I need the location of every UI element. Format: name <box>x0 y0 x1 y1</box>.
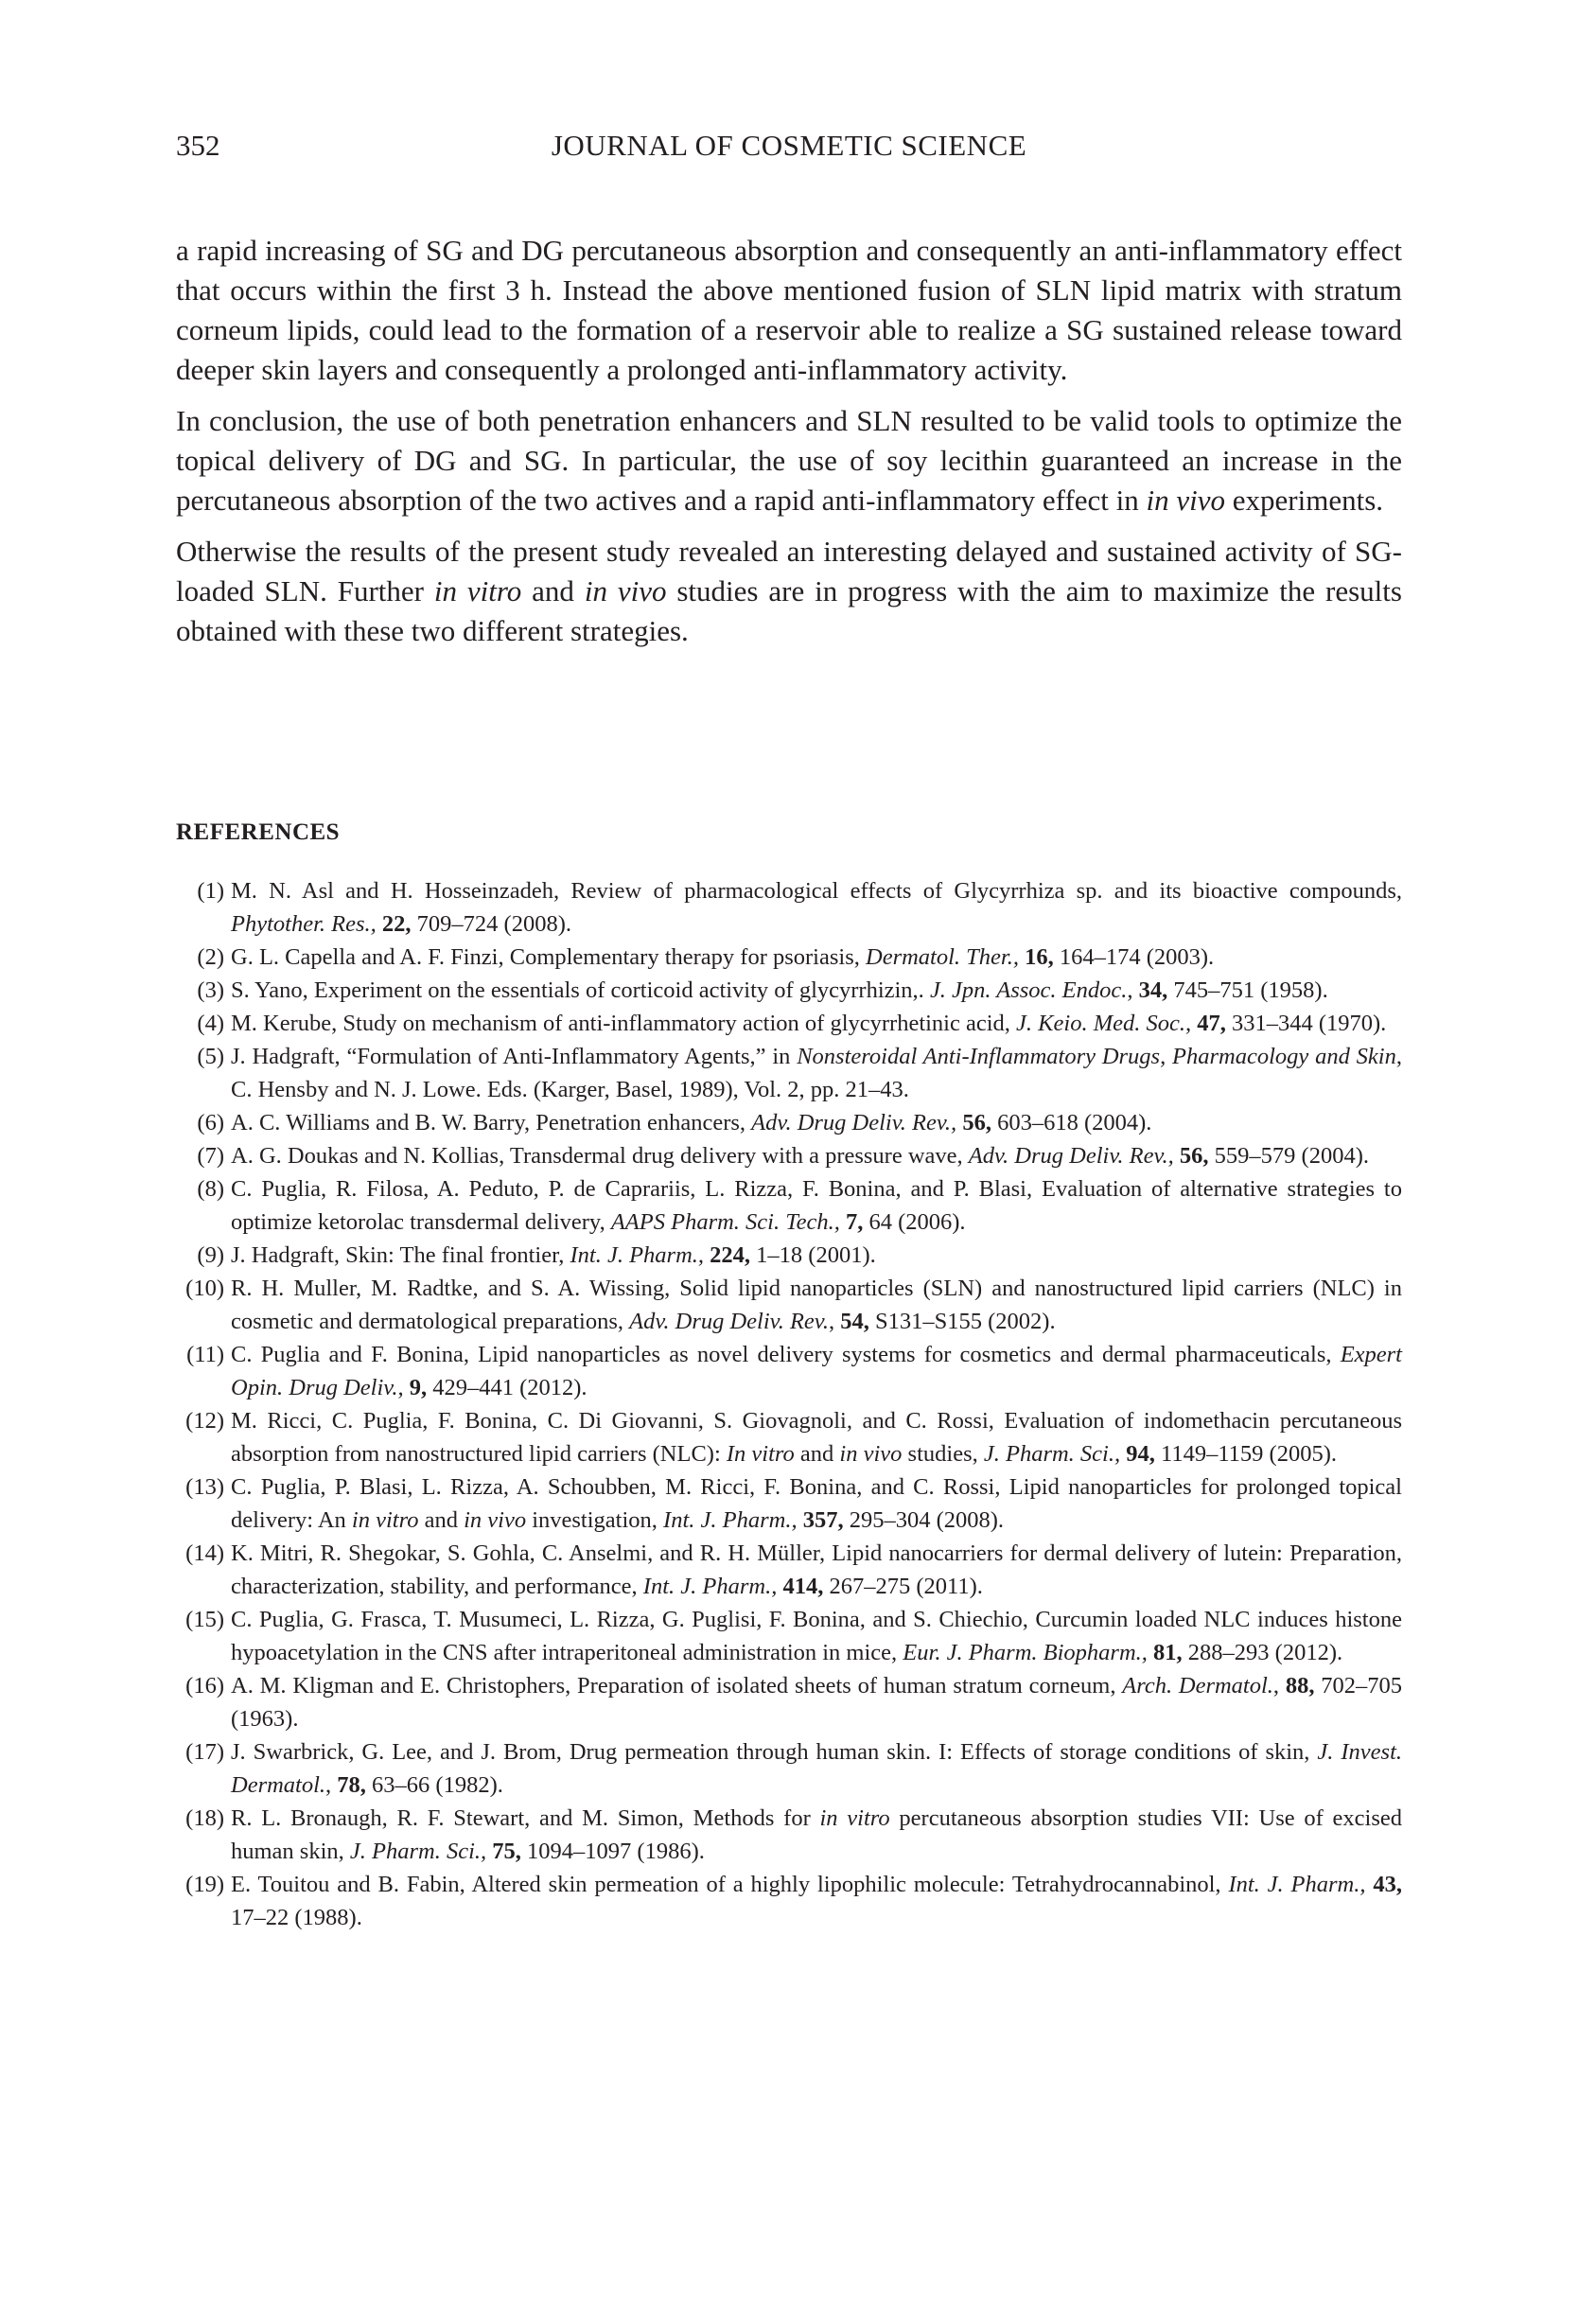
text-run: R. L. Bronaugh, R. F. Stewart, and M. Simon, Methods for <box>231 1805 820 1831</box>
text-run: 64 (2006). <box>863 1209 966 1235</box>
text-run: G. L. Capella and A. F. Finzi, Complementary therapy for psoriasis, <box>231 944 866 970</box>
italic-text: Adv. Drug Deliv. Rev., <box>751 1110 957 1135</box>
bold-text: 34, <box>1138 977 1168 1003</box>
reference-number: (9) <box>197 1242 224 1268</box>
reference-text <box>231 1404 1402 1470</box>
reference-number: (1) <box>197 878 224 904</box>
reference-number: (14) <box>185 1540 224 1566</box>
reference-number: (6) <box>197 1110 224 1135</box>
bold-text: 7, <box>845 1209 864 1235</box>
text-run: C. Puglia, P. Blasi, L. Rizza, A. Schoubben, M. Ricci, F. Bonina, and C. Rossi, Lipid nanoparticles for prolonged topical delivery: An <box>231 1474 1402 1533</box>
running-title: JOURNAL OF COSMETIC SCIENCE <box>551 129 1027 162</box>
text-run: A. M. Kligman and E. Christophers, Preparation of isolated sheets of human stratum corneum, <box>231 1673 1123 1699</box>
text-run: K. Mitri, R. Shegokar, S. Gohla, C. Anselmi, and R. H. Müller, Lipid nanocarriers for dermal delivery of lutein: Preparation, characterization, stability, and performance, <box>231 1540 1402 1599</box>
italic-text: Dermatol. Ther., <box>866 944 1019 970</box>
reference-item <box>176 1735 1402 1802</box>
text-run: 559–579 (2004). <box>1208 1143 1369 1169</box>
text-run: 267–275 (2011). <box>823 1574 983 1599</box>
text-run: , <box>325 1772 338 1798</box>
italic-text: in vivo <box>1146 484 1226 517</box>
italic-text: Int. J. Pharm., <box>1228 1872 1366 1897</box>
italic-text: in vivo <box>584 574 667 607</box>
italic-text: Eur. J. Pharm. Biopharm., <box>903 1640 1148 1665</box>
text-run: a rapid increasing of SG and DG percutaneous absorption and consequently an anti-inflammatory effect that occurs within the first 3 h. Instead the above mentioned fusion of SLN lipid matrix with stratum corneum lipids, could lead to the formation of a reservoir able to realize a SG sustained release toward deeper skin layers and consequently a prolonged anti-inflammatory activity. <box>176 234 1402 386</box>
reference-item <box>176 1106 1402 1139</box>
reference-item <box>176 1272 1402 1338</box>
text-run: , C. Hensby and N. J. Lowe. Eds. (Karger, Basel, 1989), Vol. 2, pp. 21–43. <box>231 1044 1402 1102</box>
reference-item <box>176 1470 1402 1537</box>
reference-text <box>231 1106 1402 1139</box>
text-run: 17–22 (1988). <box>231 1905 362 1930</box>
reference-item <box>176 1007 1402 1040</box>
reference-text <box>231 1139 1402 1172</box>
reference-item <box>176 874 1402 941</box>
italic-text: J. Jpn. Assoc. Endoc. <box>929 977 1128 1003</box>
reference-text <box>231 1868 1402 1934</box>
bold-text: 56, <box>962 1110 991 1135</box>
reference-number: (8) <box>197 1176 224 1202</box>
text-run: 1–18 (2001). <box>750 1242 876 1268</box>
text-run: studies are in progress with the aim to maximize the results obtained with these two different strategies. <box>176 574 1402 647</box>
reference-item <box>176 1669 1402 1735</box>
reference-number: (17) <box>185 1739 224 1765</box>
reference-text <box>231 974 1402 1007</box>
text-run: percutaneous absorption studies VII: Use of excised human skin, <box>231 1805 1402 1864</box>
text-run: A. C. Williams and B. W. Barry, Penetration enhancers, <box>231 1110 752 1135</box>
italic-text: J. Keio. Med. Soc., <box>1016 1011 1192 1036</box>
italic-text: in vitro <box>819 1805 890 1831</box>
reference-item <box>176 1603 1402 1669</box>
text-run: A. G. Doukas and N. Kollias, Transdermal drug delivery with a pressure wave, <box>231 1143 969 1169</box>
text-run: M. N. Asl and H. Hosseinzadeh, Review of pharmacological effects of Glycyrrhiza sp. and its bioactive compounds, <box>231 878 1402 904</box>
text-run: E. Touitou and B. Fabin, Altered skin permeation of a highly lipophilic molecule: Tetrahydrocannabinol, <box>231 1872 1229 1897</box>
text-run: C. Puglia and F. Bonina, Lipid nanoparticles as novel delivery systems for cosmetics and dermal pharmaceuticals, <box>231 1342 1341 1367</box>
text-run: 331–344 (1970). <box>1225 1011 1387 1036</box>
reference-text <box>231 874 1402 941</box>
bold-text: 75, <box>492 1839 521 1864</box>
reference-text <box>231 1537 1402 1603</box>
reference-text <box>231 1603 1402 1669</box>
bold-text: 54, <box>840 1309 869 1334</box>
text-run: and <box>794 1441 840 1467</box>
reference-text <box>231 1239 1402 1272</box>
italic-text: Expert Opin. Drug Deliv., <box>231 1342 1402 1400</box>
text-run: J. Hadgraft, “Formulation of Anti-Inflammatory Agents,” in <box>231 1044 798 1069</box>
text-run: 288–293 (2012). <box>1182 1640 1343 1665</box>
references-heading: REFERENCES <box>176 819 341 845</box>
bold-text: 81, <box>1153 1640 1183 1665</box>
text-run: 709–724 (2008). <box>411 911 571 937</box>
bold-text: 56, <box>1179 1143 1209 1169</box>
text-run: , <box>829 1309 841 1334</box>
reference-text <box>231 1272 1402 1338</box>
reference-text <box>231 1735 1402 1802</box>
italic-text: J. Pharm. Sci., <box>983 1441 1121 1467</box>
reference-number: (16) <box>185 1673 224 1699</box>
text-run: 702–705 (1963). <box>231 1673 1403 1732</box>
bold-text: 88, <box>1285 1673 1315 1699</box>
text-run: J. Swarbrick, G. Lee, and J. Brom, Drug permeation through human skin. I: Effects of storage conditions of skin, <box>231 1739 1318 1765</box>
paragraph <box>176 401 1402 520</box>
body-text <box>176 231 1402 662</box>
italic-text: Arch. Dermatol. <box>1122 1673 1273 1699</box>
text-run: , <box>1127 977 1139 1003</box>
text-run: M. Ricci, C. Puglia, F. Bonina, C. Di Giovanni, S. Giovagnoli, and C. Rossi, Evaluation of indomethacin percutaneous absorption from nanostructured lipid carriers (NLC): <box>231 1408 1402 1467</box>
reference-item <box>176 1338 1402 1404</box>
text-run: experiments. <box>1225 484 1384 517</box>
bold-text: 9, <box>409 1375 428 1400</box>
text-run: 164–174 (2003). <box>1053 944 1215 970</box>
reference-text <box>231 1470 1402 1537</box>
bold-text: 43, <box>1373 1872 1402 1897</box>
italic-text: in vitro <box>433 574 522 607</box>
text-run: M. Kerube, Study on mechanism of anti-inflammatory action of glycyrrhetinic acid, <box>231 1011 1017 1036</box>
italic-text: in vivo <box>839 1441 903 1467</box>
italic-text: Adv. Drug Deliv. Rev. <box>629 1309 829 1334</box>
reference-text <box>231 1802 1402 1868</box>
paragraph <box>176 231 1402 390</box>
italic-text: Int. J. Pharm., <box>663 1507 798 1533</box>
bold-text: 414, <box>782 1574 824 1599</box>
reference-text <box>231 1669 1402 1735</box>
reference-number: (11) <box>186 1342 224 1367</box>
reference-item <box>176 1537 1402 1603</box>
bold-text: 16, <box>1025 944 1054 970</box>
bold-text: 78, <box>337 1772 366 1798</box>
reference-number: (13) <box>185 1474 224 1500</box>
text-run: 429–441 (2012). <box>427 1375 588 1400</box>
reference-text <box>231 941 1402 974</box>
text-run: studies, <box>902 1441 984 1467</box>
text-run: Otherwise the results of the present study revealed an interesting delayed and sustained activity of SG-loaded SLN. Further <box>176 535 1402 607</box>
reference-text <box>231 1007 1402 1040</box>
reference-text <box>231 1040 1402 1106</box>
text-run: 1094–1097 (1986). <box>520 1839 705 1864</box>
text-run: C. Puglia, R. Filosa, A. Peduto, P. de Caprariis, L. Rizza, F. Bonina, and P. Blasi, Evaluation of alternative strategies to optimize ketorolac transdermal delivery, <box>231 1176 1402 1235</box>
page-header <box>176 129 1402 170</box>
text-run: C. Puglia, G. Frasca, T. Musumeci, L. Rizza, G. Puglisi, F. Bonina, and S. Chiechio, Curcumin loaded NLC induces histone hypoacetylation in the CNS after intraperitoneal administration in mice, <box>231 1607 1402 1665</box>
text-run: , <box>1272 1673 1286 1699</box>
reference-text <box>231 1338 1402 1404</box>
italic-text: Phytother. Res., <box>231 911 377 937</box>
text-run: 1149–1159 (2005). <box>1154 1441 1337 1467</box>
italic-text: J. Pharm. Sci., <box>349 1839 487 1864</box>
text-run: J. Hadgraft, Skin: The final frontier, <box>231 1242 570 1268</box>
italic-text: Adv. Drug Deliv. Rev., <box>968 1143 1174 1169</box>
reference-number: (5) <box>197 1044 224 1069</box>
text-run: S. Yano, Experiment on the essentials of corticoid activity of glycyrrhizin,. <box>231 977 930 1003</box>
text-run: In conclusion, the use of both penetration enhancers and SLN resulted to be valid tools to optimize the topical delivery of DG and SG. In particular, the use of soy lecithin guaranteed an increase in the percutaneous absorption of the two actives and a rapid anti-inflammatory effect in <box>176 404 1402 517</box>
text-run: and <box>521 574 585 607</box>
bold-text: 224, <box>710 1242 751 1268</box>
reference-item <box>176 1040 1402 1106</box>
text-run: 745–751 (1958). <box>1167 977 1328 1003</box>
reference-number: (19) <box>185 1872 224 1897</box>
italic-text: Nonsteroidal Anti-Inflammatory Drugs, Pharmacology and Skin <box>797 1044 1396 1069</box>
reference-item <box>176 974 1402 1007</box>
reference-item <box>176 1139 1402 1172</box>
reference-item <box>176 941 1402 974</box>
reference-number: (3) <box>197 977 224 1003</box>
text-run: and <box>418 1507 465 1533</box>
reference-text <box>231 1172 1402 1239</box>
reference-item <box>176 1239 1402 1272</box>
reference-number: (4) <box>197 1011 224 1036</box>
reference-item <box>176 1404 1402 1470</box>
references-list <box>176 874 1402 1934</box>
text-run: 63–66 (1982). <box>365 1772 503 1798</box>
italic-text: in vivo <box>464 1507 527 1533</box>
bold-text: 357, <box>802 1507 844 1533</box>
text-run: 603–618 (2004). <box>991 1110 1152 1135</box>
text-run: S131–S155 (2002). <box>868 1309 1056 1334</box>
text-run: R. H. Muller, M. Radtke, and S. A. Wissing, Solid lipid nanoparticles (SLN) and nanostructured lipid carriers (NLC) in cosmetic and dermatological preparations, <box>231 1276 1402 1334</box>
bold-text: 94, <box>1126 1441 1155 1467</box>
text-run: investigation, <box>526 1507 664 1533</box>
reference-number: (12) <box>185 1408 224 1434</box>
italic-text: in vitro <box>351 1507 419 1533</box>
reference-number: (15) <box>185 1607 224 1632</box>
italic-text: Int. J. Pharm., <box>642 1574 778 1599</box>
italic-text: AAPS Pharm. Sci. Tech., <box>610 1209 840 1235</box>
paragraph <box>176 532 1402 651</box>
bold-text: 47, <box>1197 1011 1226 1036</box>
page-number: 352 <box>176 129 220 162</box>
bold-text: 22, <box>381 911 412 937</box>
reference-number: (7) <box>197 1143 224 1169</box>
italic-text: Int. J. Pharm., <box>570 1242 705 1268</box>
italic-text: J. Invest. Dermatol. <box>231 1739 1402 1798</box>
reference-number: (2) <box>197 944 224 970</box>
reference-number: (18) <box>185 1805 224 1831</box>
reference-item <box>176 1802 1402 1868</box>
reference-item <box>176 1868 1402 1934</box>
text-run: 295–304 (2008). <box>843 1507 1005 1533</box>
italic-text: In vitro <box>726 1441 795 1467</box>
reference-number: (10) <box>185 1276 224 1301</box>
reference-item <box>176 1172 1402 1239</box>
